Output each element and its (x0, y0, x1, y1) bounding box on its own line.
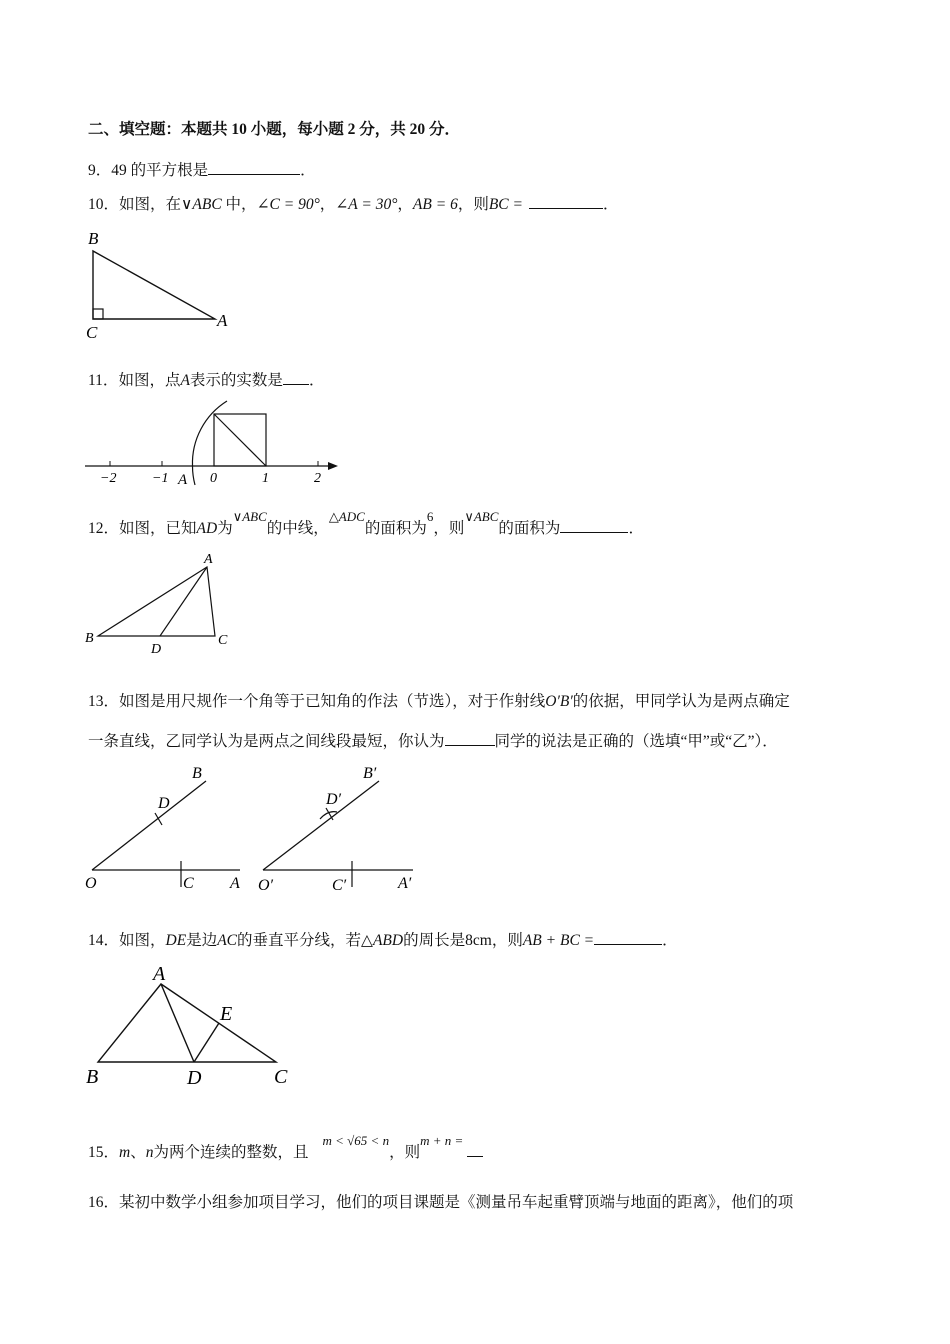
label-B: B (88, 229, 99, 248)
question-number: 11． (88, 372, 119, 389)
label-A-prime: A′ (398, 875, 412, 892)
label-A: A (217, 311, 228, 330)
question-number: 15． (88, 1144, 120, 1161)
answer-blank[interactable] (283, 370, 309, 385)
figure-q10-right-triangle (80, 228, 240, 343)
section-title: 二、填空题：本题共 10 小题，每小题 2 分，共 20 分． (88, 121, 461, 138)
label-B: B (86, 1066, 99, 1088)
answer-blank[interactable] (594, 930, 662, 945)
label-A: A (230, 875, 240, 892)
question-14: 14．如图，DE是边AC的垂直平分线，若△ABD的周长是8cm，则AB + BC = ． (88, 932, 678, 949)
question-16: 16．某初中数学小组参加项目学习，他们的项目课题是《测量吊车起重臂顶端与地面的距离》，他们的项 (88, 1194, 794, 1211)
answer-blank[interactable] (445, 731, 495, 746)
question-13-line-2: 一条直线，乙同学认为是两点之间线段最短，你认为 同学的说法是正确的（选填“甲”或“乙”）． (88, 733, 778, 750)
label-D: D (187, 1067, 202, 1089)
label-C: C (274, 1066, 288, 1088)
label-D: D (151, 642, 162, 657)
label-C: C (218, 633, 228, 648)
tick-label: 1 (262, 471, 269, 486)
label-C: C (86, 323, 98, 342)
tick-label: −2 (100, 471, 117, 486)
label-B-prime: B′ (363, 765, 377, 782)
question-number: 12． (88, 520, 120, 537)
label-B: B (192, 765, 202, 782)
label-O: O (85, 875, 97, 892)
question-number: 9． (88, 162, 112, 179)
answer-blank[interactable] (208, 160, 300, 175)
label-C-prime: C′ (332, 877, 347, 894)
label-D: D (158, 795, 170, 812)
answer-blank[interactable] (467, 1142, 483, 1157)
tick-label: −1 (152, 471, 169, 486)
question-number: 16． (88, 1194, 120, 1211)
answer-blank[interactable] (529, 194, 603, 209)
figure-q14-perpendicular-bisector (80, 960, 310, 1090)
question-12: 12．如图，已知AD为$^{\vee ABC}$的中线，$^{\triangle ADC}$的面积为$^6$，则$^{\vee ABC}$的面积为 ． (88, 509, 644, 537)
question-13-line-1: 13．如图是用尺规作一个角等于已知角的作法（节选），对于作射线O′B′的依据，甲同学认为是两点确定 (88, 693, 790, 710)
answer-blank[interactable] (560, 518, 628, 533)
label-B: B (85, 631, 94, 646)
label-D-prime: D′ (326, 791, 342, 808)
question-number: 10． (88, 196, 120, 213)
label-E: E (220, 1003, 233, 1025)
label-O-prime: O′ (258, 877, 274, 894)
question-15: 15．m、n为两个连续的整数，且$^{m < √65 < n}$，则$^{m + n =}$ (88, 1142, 483, 1163)
inequality: m < √65 < n (322, 1133, 390, 1148)
label-A: A (204, 552, 213, 567)
label-A: A (178, 472, 188, 488)
figure-q11-number-line (80, 395, 350, 495)
figure-q13-angle-construction (80, 760, 430, 895)
question-10: 10．如图，在∨ABC 中，∠C = 90°，∠A = 30°，AB = 6，则BC = ． (88, 196, 619, 213)
question-9: 9．49 的平方根是 ． (88, 162, 316, 179)
tick-label: 0 (210, 471, 217, 486)
question-text: 49 的平方根是 (111, 162, 209, 179)
question-11: 11．如图，点A表示的实数是 ． (88, 372, 325, 389)
figure-q12-triangle-median (80, 548, 250, 658)
tick-label: 2 (314, 471, 321, 486)
question-number: 14． (88, 932, 120, 949)
question-number: 13． (88, 693, 120, 710)
label-A: A (153, 963, 166, 985)
label-C: C (183, 875, 194, 892)
